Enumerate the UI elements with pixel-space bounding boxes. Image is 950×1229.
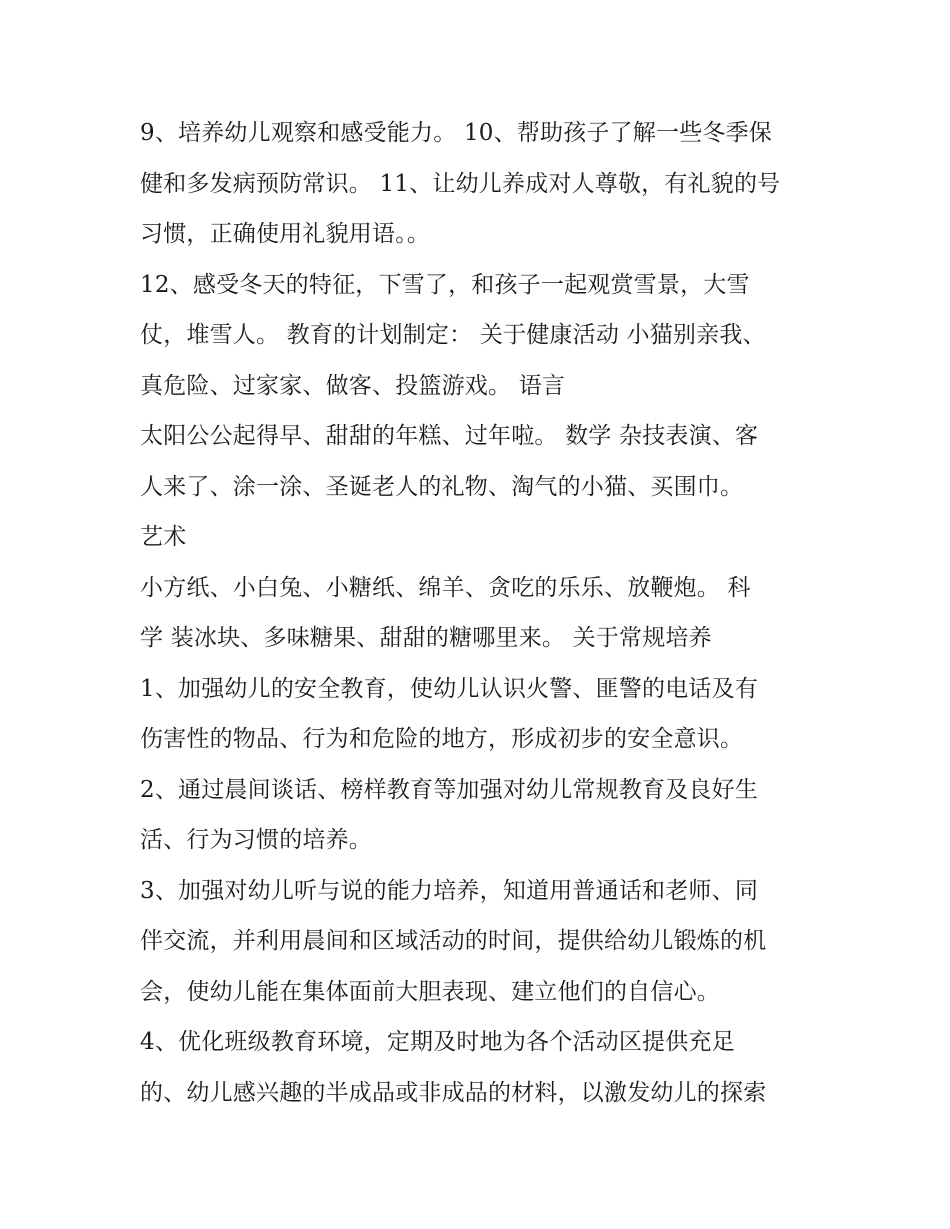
text-line: 习惯，正确使用礼貌用语。。 [140, 221, 431, 247]
text-line: 仗，堆雪人。 教育的计划制定： 关于健康活动 小猫别亲我、 [140, 322, 766, 348]
text-line: 的、幼儿感兴趣的半成品或非成品的材料，以激发幼儿的探索 [140, 1079, 767, 1106]
text-line: 会，使幼儿能在集体面前大胆表现、建立他们的自信心。 [140, 978, 720, 1005]
text-line: 太阳公公起得早、甜甜的年糕、过年啦。 数学 杂技表演、客 [140, 423, 759, 449]
text-line: 学 装冰块、多味糖果、甜甜的糖哪里来。 关于常规培养 [140, 625, 712, 651]
text-line: 小方纸、小白兔、小糖纸、绵羊、贪吃的乐乐、放鞭炮。 科 [140, 574, 751, 601]
text-line: 3、加强对幼儿听与说的能力培养，知道用普通话和老师、同 [140, 877, 759, 904]
text-line: 9、培养幼儿观察和感受能力。 10、帮助孩子了解一些冬季保 [140, 120, 773, 146]
text-line: 健和多发病预防常识。 11、让幼儿养成对人尊敬，有礼貌的号 [140, 170, 781, 197]
text-line: 伴交流，并利用晨间和区域活动的时间，提供给幼儿锻炼的机 [140, 928, 767, 954]
text-line: 人来了、涂一涂、圣诞老人的礼物、淘气的小猫、买围巾。 [140, 473, 744, 500]
document-body [140, 108, 820, 1118]
text-line: 1、加强幼儿的安全教育，使幼儿认识火警、匪警的电话及有 [140, 675, 759, 702]
text-line: 2、通过晨间谈话、榜样教育等加强对幼儿常规教育及良好生 [140, 776, 759, 803]
text-line: 艺术 [140, 524, 187, 550]
text-line: 活、行为习惯的培养。 [140, 827, 372, 853]
text-line: 伤害性的物品、行为和危险的地方，形成初步的安全意识。 [140, 726, 744, 752]
text-line: 4、优化班级教育环境，定期及时地为各个活动区提供充足 [140, 1029, 735, 1055]
text-line: 真危险、过家家、做客、投篮游戏。 语言 [140, 372, 566, 399]
text-line: 12、感受冬天的特征，下雪了，和孩子一起观赏雪景，大雪 [140, 271, 750, 298]
